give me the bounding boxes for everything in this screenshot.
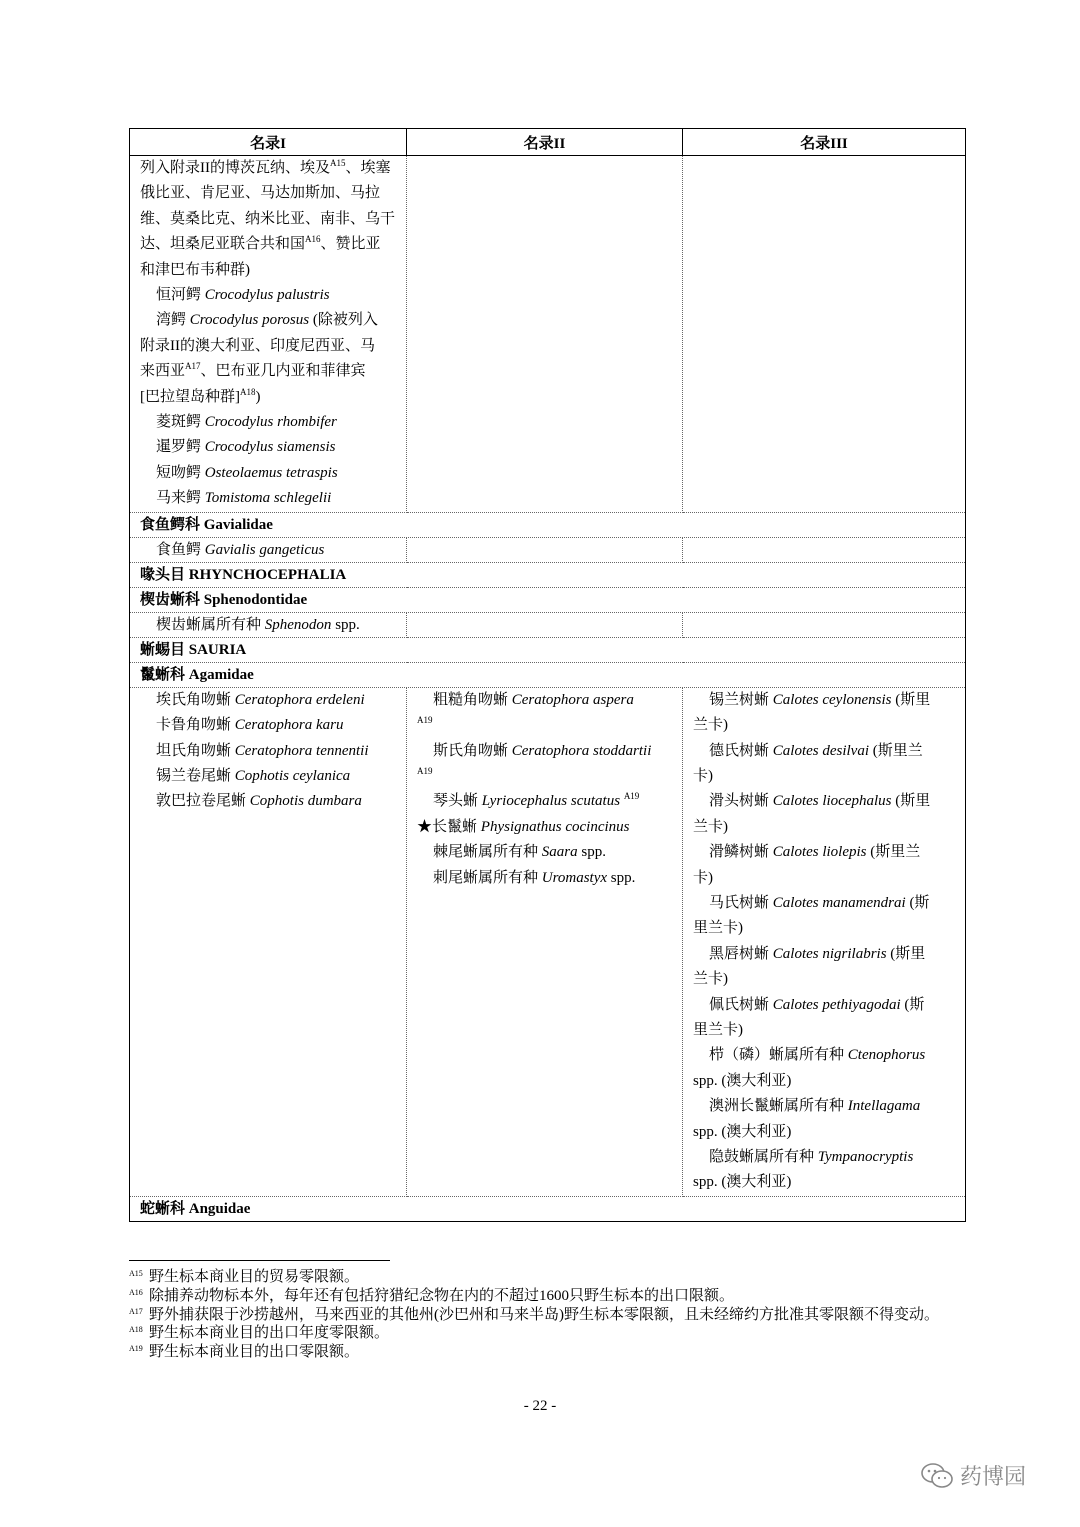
family-heading: 食鱼鳄科 Gavialidae <box>130 512 966 537</box>
crocodylidae-col2 <box>407 156 683 513</box>
footnote-ref: A19 <box>417 765 433 776</box>
sphenodontidae-col1 <box>130 612 407 637</box>
species-entry: 卡鲁角吻蜥 Ceratophora karu <box>156 717 344 734</box>
header-appendix-3: 名录III <box>683 129 966 156</box>
footnote-ref: A19 <box>417 715 433 726</box>
species-entry: 埃氏角吻蜥 Ceratophora erdeleni <box>156 691 365 708</box>
family-heading: 鬣蜥科 Agamidae <box>130 662 966 687</box>
species-entry: 湾鳄 Crocodylus porosus (除被列入 <box>156 312 378 329</box>
species-entry: 德氏树蜥 Calotes desilvai (斯里兰 <box>709 742 923 759</box>
watermark <box>920 1460 1026 1491</box>
gavialidae-col3 <box>683 537 966 562</box>
order-row-rhynchocephalia <box>130 562 966 587</box>
agamidae-col2 <box>407 687 683 1196</box>
table-header-row <box>130 129 966 156</box>
note-line: 里兰卡) <box>693 1021 743 1038</box>
species-entry: 食鱼鳄 Gavialis gangeticus <box>156 541 325 558</box>
header-appendix-2: 名录II <box>407 129 683 156</box>
footnote: A19 野生标本商业目的出口零限额。 <box>129 1344 360 1361</box>
species-entry: 坦氏角吻蜥 Ceratophora tennentii <box>156 742 369 759</box>
note-line: spp. (澳大利亚) <box>693 1174 792 1191</box>
agamidae-col3 <box>683 687 966 1196</box>
footnote: A17 野外捕获限于沙捞越州，马来西亚的其他州(沙巴州和马来半岛)野生标本零限额，且未经缔约方批准其零限额不得变动。 <box>129 1306 939 1323</box>
note-line: 卡) <box>693 767 713 784</box>
footnote-divider <box>129 1260 390 1261</box>
page-number: - 22 - <box>523 1398 557 1414</box>
species-entry: 栉（磷）蜥属所有种 Ctenophorus <box>709 1047 926 1064</box>
species-entry: ★长鬣蜥 Physignathus cocincinus <box>417 818 630 835</box>
note-line: spp. (澳大利亚) <box>693 1072 792 1089</box>
wechat-icon <box>920 1462 954 1490</box>
species-entry: 马氏树蜥 Calotes manamendrai (斯 <box>709 894 930 911</box>
note-line: 俄比亚、肯尼亚、马达加斯加、马拉 <box>140 185 381 202</box>
gavialidae-col1 <box>130 537 407 562</box>
species-entry: 楔齿蜥属所有种 Sphenodon spp. <box>156 616 360 633</box>
family-row-gavialidae <box>130 512 966 537</box>
note-line: 兰卡) <box>693 818 728 835</box>
crocodylidae-col3 <box>683 156 966 513</box>
order-heading: 蜥蜴目 SAURIA <box>130 637 966 662</box>
order-heading: 喙头目 RHYNCHOCEPHALIA <box>130 562 966 587</box>
crocodylidae-row <box>130 156 966 513</box>
species-entry: 短吻鳄 Osteolaemus tetraspis <box>156 464 338 481</box>
footnotes <box>129 1268 959 1362</box>
species-entry: 刺尾蜥属所有种 Uromastyx spp. <box>433 869 636 886</box>
species-row-sphenodon <box>130 612 966 637</box>
note-line: [巴拉望岛种群]$^{A18}$) <box>140 386 261 405</box>
note-line: 附录II的澳大利亚、印度尼西亚、马 <box>140 337 375 354</box>
family-heading: 楔齿蜥科 Sphenodontidae <box>130 587 966 612</box>
note-line: 达、坦桑尼亚联合共和国$^{A16}$、赞比亚 <box>140 234 381 253</box>
species-entry: 斯氏角吻蜥 Ceratophora stoddartii <box>433 742 652 759</box>
species-entry: 琴头蜥 Lyriocephalus scutatus $^{A19}$ <box>433 791 640 810</box>
note-line: 卡) <box>693 869 713 886</box>
star-icon: ★ <box>417 818 433 835</box>
species-entry: 锡兰卷尾蜥 Cophotis ceylanica <box>156 767 351 784</box>
species-entry: 暹罗鳄 Crocodylus siamensis <box>156 439 336 456</box>
footnote: A15 野生标本商业目的贸易零限额。 <box>129 1269 360 1285</box>
agamidae-col1 <box>130 687 407 1196</box>
species-row-gavialis <box>130 537 966 562</box>
order-row-sauria <box>130 637 966 662</box>
family-row-sphenodontidae <box>130 587 966 612</box>
note-line: 里兰卡) <box>693 920 743 937</box>
species-entry: 菱斑鳄 Crocodylus rhombifer <box>156 414 337 431</box>
note-line: 兰卡) <box>693 971 728 988</box>
family-row-anguidae <box>130 1196 966 1221</box>
species-entry: 滑头树蜥 Calotes liocephalus (斯里 <box>709 793 931 810</box>
footnote: A16 除捕养动物标本外，每年还有包括狩猎纪念物在内的不超过1600只野生标本的出口限额。 <box>129 1287 735 1304</box>
watermark-text: 药博园 <box>960 1465 1027 1490</box>
note-line: 和津巴布韦种群) <box>140 261 250 278</box>
species-entry: 恒河鳄 Crocodylus palustris <box>156 287 330 304</box>
family-row-agamidae <box>130 662 966 687</box>
species-entry: 马来鳄 Tomistoma schlegelii <box>156 490 332 507</box>
sphenodontidae-col3 <box>683 612 966 637</box>
species-entry: 隐鼓蜥属所有种 Tympanocryptis <box>709 1149 914 1165</box>
note-line: 兰卡) <box>693 717 728 734</box>
note-line: 维、莫桑比克、纳米比亚、南非、乌干 <box>140 210 396 227</box>
crocodylidae-col1 <box>130 156 407 513</box>
gavialidae-col2 <box>407 537 683 562</box>
agamidae-row <box>130 687 966 1196</box>
species-entry: 锡兰树蜥 Calotes ceylonensis (斯里 <box>709 691 931 708</box>
footnote: A18 野生标本商业目的出口年度零限额。 <box>129 1325 390 1342</box>
species-entry: 棘尾蜥属所有种 Saara spp. <box>433 844 606 861</box>
species-entry: 粗糙角吻蜥 Ceratophora aspera <box>433 691 634 708</box>
species-entry: 敦巴拉卷尾蜥 Cophotis dumbara <box>156 793 362 810</box>
species-entry: 澳洲长鬣蜥属所有种 Intellagama <box>709 1098 921 1115</box>
note-line: 列入附录II的博茨瓦纳、埃及$^{A15}$、埃塞 <box>140 158 391 176</box>
sphenodontidae-col2 <box>407 612 683 637</box>
family-heading: 蛇蜥科 Anguidae <box>130 1196 966 1221</box>
header-appendix-1: 名录I <box>130 129 407 156</box>
cites-appendix-table <box>129 128 966 1222</box>
species-entry: 滑鳞树蜥 Calotes liolepis (斯里兰 <box>709 844 921 861</box>
note-line: 来西亚$^{A17}$、巴布亚几内亚和菲律宾 <box>140 361 366 380</box>
species-entry: 佩氏树蜥 Calotes pethiyagodai (斯 <box>709 996 925 1013</box>
species-entry: 黑唇树蜥 Calotes nigrilabris (斯里 <box>709 945 926 962</box>
note-line: spp. (澳大利亚) <box>693 1123 792 1140</box>
